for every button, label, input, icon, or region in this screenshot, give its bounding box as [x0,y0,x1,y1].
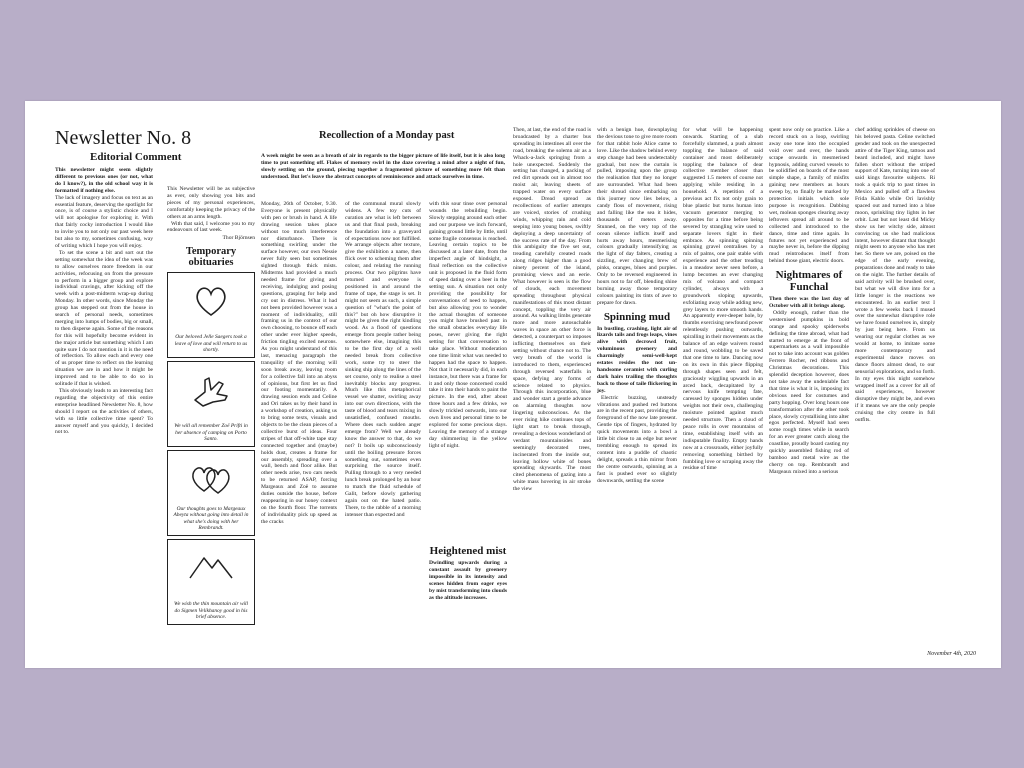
article-column-5 [597,127,677,657]
newsletter-page [25,101,1001,668]
obituary-caption: We will all remember Zoë Prifti in her absence of camping on Porto Santo. [174,423,248,442]
editorial-lead: This newsletter might seem slightly different to previous ones (or not, what do I know?), in the old school way it is formatted if nothing else. [55,167,153,194]
funchal-section-title: Nightmares of Funchal [775,269,843,294]
mud-lead: In bustling, crashing, light air of lizards tails and frogs leaps, vines alive with decrowd fruit, voluminous greenery and charmingly semi-well-kept estates resides the not un-handsome ceramist with curling dark hairs trailing the thoughts back to those of taile flickering in joy. [597,325,677,394]
article-column-2 [345,201,421,656]
editorial-title: Editorial Comment [90,151,182,163]
mud-section-title: Spinning mud [603,310,671,323]
mountain-icon [186,548,236,584]
hearts-icon [188,459,234,499]
article-column-4 [513,127,591,657]
article-column-6 [683,127,763,657]
article-paragraph: with a benign hue, downplaying the devious tone to give more room for that rabbit hole Alice came to love. Like the shadow behind every step change had been undetectably gradual, but now the curtain is pulled, imposing upon the group the realisation that they no longer are surrounded. What had been their shroud since embarking on this journey now lies below, a candy floss of movement, rising and falling like the sea it hides, thousands of meters away. Stunned, on the very top of the ocean silence inflicts itself and hurts away hours, mesmerising colours gradually intensifying as the light of day falters, creating a sizzling, ever changing brew of pinks, oranges, blues and purples. Only to be reversed engineered in hours not to far off, blending shine burning away those temporary colours painting its tints of awe to prepare for dawn. [597,127,677,306]
editorial-column-2 [167,186,255,656]
article-paragraph: of the communal mural slowly widens. A few toy cuts of curation are what is left between us and that final push, breaking the foundation into a graveyard of expectations now not fulfilled. We arrange objects after texture, give the exhibition a name, then flick over to scheming them after colour, and relating the running process. Our two pilgrims have returned and everyone is positioned in and around the frame of tape, the stage is set. It might not seem as such, a simple question of "what's the point of this?" but oh how disruptive it might be given the right kindling wood. As a flood of questions emerge from people rather being somewhere else, imagining this to be the first day of a well needed break from collective work, some try to steer the sinking ship along the lines of the set course, only to realise a steel inevitably blocks any progress. Much like this metaphorical vessel we shatter, swirling away into our own directions, with the taste of blood and tears mixing in unsatisfied, confused mouths. Where does such sudden anger emerge from? Well we already know the answer to that, do we not? It boils up subconsciously until the boiling pressure forces something out, sometimes even surprising the source itself. Pulling through to a very needed lunch break prolonged by an hour to match the fluid schedule of Galit, before slowly gathering again out on the hated patio. There, to the rabble of a morning intenser than expected and [345,201,421,518]
mist-lead: Dwindling upwards during a constant assault by greenery impossible in its intensity and scenes hidden from eager eyes by mist transforming into clouds as the altitude increases. [429,560,507,601]
article-paragraph: Monday, 26th of October, 9.30. Everyone is present physically with pen or brush in hand. A life drawing session takes place without too much interference nor disturbance. There is something swirling under the surface however, our own Nessie never fully seen but sometimes sighted through thick mists. Midterms had provided a much needed frame for giving and receiving, indulging and posing questions, grasping for help and cry out in distress. What it had not been provided however was a moment of individuality, still framing us in the context of our own choosing, to bounce off each other under ever higher speeds, friction tingling excited neurons. As you might understand of this last, menacing paragraph the tranquility of the morning will soon break away, leaving room for a collective fall into an abyss of opinions, but first let us find our footing momentarily. A drawing session ends and Celine and Ori takes us by their hand in a workshop of creation, asking us to bring some texts, visuals and objects to be the clean pieces of a collective burst of ideas. Four stripes of that off-white tape stay connected together and (maybe) holds dust, creates a frame for our assembly, spreading over a wall, bench and floor alike. But other needs arise, two cars needs to be returned ASAP, forcing Margeaux and Zoë to assume duties outside the house, before reappearing in our honey context on the fourth floor. The torrents of individuality pick up speed as the cracks [261,201,337,525]
obituary-caption: Our beloved Jelle Saegers took a leave of love and will return to us shortly. [174,334,248,353]
obituary-box [167,272,255,358]
mist-intro-block [429,541,507,657]
article-paragraph: chef adding sprinkles of cheese on his beloved pasta. Celine switched gender and took on the unexpected attire of the Tiger King, tattoos and beard included, and might have fallen short without the striped support of Kate, turning into one of said kings favourite subjects. Ri took a quick trip to past times in Mexico and pulled off a flawless Frida Kahlo while Ori lavishly spaced out and turned into a blue moon, sprinkling tiny lights in her orbit. Last but not least did Micky show us her witchy side, almost convincing us she had malicious intent, however distant that thought might seem to anyone who has met her. So there we are, poised on the edge of the early evening, preparations done and ready to take on the night. The further details of said activity will be brushed over, but what we will dive into for a little longer is the reactions we encountered. In an earlier text I wrote a few weeks back I mused over the somewhat disruptive role we have found ourselves in, simply by just being here. From us wearing our regular clothes as we would at home, to imitate some more contemporary and experimental dance moves on dance floors almost dead, to our sensorial explorations, and so forth. In my eyes this night somehow wrapped itself as a cover for all of said experiences, however disruptive they might be, and even if it means we are the only people cruising the city centre in full outfits. [855,127,935,424]
article-lead: A week might be seen as a breath of air in regards to the bigger picture of life itself, but it is also long time to put something off. Flakes of memory swirl in the daze covering a mind after a night of fun, slowly settling on the ground, piecing together a fragmented picture of something more felt than understood. But let's leave the abstract concepts of reminiscence and attack ourselves in time. [261,153,505,180]
footer-date: November 4th, 2020 [927,651,976,657]
heart-icon [191,281,231,321]
article-column-7 [769,127,849,657]
editorial-column-1 [55,167,153,657]
article-paragraph: Electric buzzing, unsteady vibrations and pushed red buttons are in the recent past, providing the foreground of the now late present. Gentle tips of fingers, hydrated by quick movements into a bowl a little bit close to an edge but never trembling enough to spread its content into a puddle of chaotic delight, spreads a thin mirror from the centre outwards, spinning as a fast is pushed ever so slightly downwards, settling the scene [597,394,677,484]
obituary-caption: We wish the thin mountain air will do Sigmen Velikhanoy good in his brief absence. [173,601,249,620]
article-paragraph: with this sour tinse over personal wounds the rebuilding begin. Slowly stepping around each other and our purpose we inch forward, gaining ground little by little, until some fragile consensus is reached. Leaving certain topics to be discussed at a later date, from the imperfect angle of hindsight, a final reflection on the collective unit is proposed in the fluid form of speed dating over a beer in the setting sun. A situation not only providing the possibility for conversations of need to happen, but also allowing you to wonder the actual thoughts of someone you might have brushed past in the small obstacles everyday life poses, never giving the right setting for that conversation to take place. Without moderation one time limit what was needed to happen had the space to happen. Not that it necessarily did, in each instance, but there was a frame for it and only those concerned could take it into their hands to paint the picture. In the end, after about three hours and a few drinks, we slowly trickled outwards, into our own lives and personal time to be explored for some precious days. Leaving the memory of a strange day shimmering in the yellow light of night. [429,201,507,449]
masthead-title: Newsletter No. 8 [55,127,192,149]
hand-icon [189,370,233,410]
editorial-paragraph: With that said, I welcome you to my endeavours of last week. [167,220,255,234]
article-column-8 [855,127,935,627]
editorial-signature: Thor Björnsen [222,235,255,242]
obituary-box [167,450,255,536]
article-title: Recollection of a Monday past [319,130,455,141]
article-lead-block [261,153,505,199]
obituaries-title: Temporary obituaries [185,246,237,269]
mist-section-title: Heightened mist [429,545,507,557]
obituary-caption: Our thoughts goes to Margeaux Abeyta without going into detail in what she's doing with her Rembrandt. [173,506,249,531]
article-column-3 [429,201,507,536]
editorial-paragraph: This obviously leads to an interesting fact regarding the objectivity of this entire enterprise headlined Newsletter No. 8, how should I report on the activities of others, with so little collective time spent? To answer myself and you quickly, I decided not to. [55,388,153,436]
obituary-box [167,539,255,625]
editorial-paragraph: The lack of imagery and focus on text as an essential feature, deserving the spotlight for once, is of course a stylistic choice and I will not apologise for exploring it. With that fairly cocky introduction I would like to invite you to not only our past week here but also to my, sometimes confusing, way of writing which I hope you will enjoy. [55,194,153,249]
article-paragraph: spent now only on practice. Like a record stuck on a loop, swirling away one tone into the occupied void over and over, the hands scrape onwards in mesmerised hypnosis, adding curved vessels to be solidified on boards of the most simple shape, a family of misfits gaining new members as hours sweep by, to finally be marked by protection initials which sole purpose is recognition. Dabbing wet, molean sponges clearing away leftovers spread all around to be collected and introduced to the dance, time and time again. In futures not yet experienced and maybe never in, before the dipping mud reintroduces itself from behind those giant, electric doors. [769,127,849,265]
obituary-box [167,361,255,447]
article-paragraph: Then, at last, the end of the road is broadcasted by a charter bus spreading its intestines all over the road, breaking the solemn air as a Whack-a-Jack springing from a hole unexpected. Suddenly the setting has changed, a packing of red dirt spreads out in almost too moist air, leaving sheets of trapped water on every surface exposed. Dread spread as recollections of earlier attempts are voiced, stories of crushing winds, whipping rain and cold seeping into young bones, swiftly deploying a deep uncertainty of the success rate of the day. From this ambiguity the five set out, treading carefully created roads along ridges higher than a good ninety percent of the island, promising views and an eerie. What however is seen is the flow of clouds, each movement spreading throughout physical manifestations of this most distant concept, toppling the very air around. As walking limbs generate more and more autosuchable waves in space an other force is detected, a counterpart so imposes inflicting themselves on their setting without chance not to. The very breath of the world is introduced to them, experienced through reversed waterfalls in space, defying any forms of science related to physics. Through this incorporation, blue and wonder start a gentle advance on alarming thoughts now lingering subconscious. As the ever rising hike continues tops of light start to break through, revealing a devious wonderland of verdant mountainsides and seemingly decorated trees, incinerated from the inside out, leaving hollow white of bones spreading skywards. The most cited phenomena of gazing into a white mass hovering in air stroke the view [513,127,591,493]
article-paragraph: Oddly enough, rather than the westernised pumpkins in bold orange and spooky spiderwebs defining the time abroad, what had started to emerge at the front of supermarkets as a wall impossible not to take into account was golden Ferrero Rocher, red ribbons and Christmas decorations. This splendid deception however, does not take away the undeniable fact that time is what it is, imposing its obvious need for costumes and party hopping. Over long hours one transformation after the other took place, slowly crystallising into alter egos perfected. Myself had seen some rough times while in search for an ever greater catch along the coastline, proudly board casting my quickly assembled fishing rod of bamboo and metal wire as the cherry on top. Rembrandt and Margeaux mixed into a serious [769,309,849,475]
editorial-paragraph: This Newsletter will be as subjective as ever, only showing you bits and pieces of my personal experiences, comfortably keeping the privacy of the others at an arms length. [167,186,255,220]
article-paragraph: for what will be happening onwards. Starting of a slab forcefully slammed, a push almost toppling the balance of said container and most deliberately toppling the balance of dear collective member closer than suggested 1.5 meters of course not applying while residing in a household. A repetition of a previous act fix not only grain to blue plastic but turns human into vacuum generator merging to opposites for a time before being severed by strangling wire used to separate lovers tight in their embrace. As spinning spinning spinning gravel centralises by a mix of palms, one pair stable with experience and the other treading in a meadow never seen before, a lump becomes an ever changing mix of volcano and compact cylinder, always with a groundwork sloping upwards, exfoliating away while adding new, grey layers to more smooth hands. An apparently ever-deeper hole, by thumbs exercising newfound power relentlessly pushing outwards, spiralling in their movements as the balance of an edge waivers round and round, wobbling to be saved that one time to late. Dancing now on its own in this piece flipping through shapes seen and felt, graciously wiggling upwards in an arced back, decapitated by a nervous knife tempting fate, caressed by sponges hidden under weights not their own, challenging moisture pointed against much needed structure. Then a cloud of peace rolls in over mountains of time, establishing itself with an indisputable finality. Empty hands now at a crossroads, either joyfully removing something birthed by fumbling love or scraping away the residue of time [683,127,763,472]
article-column-1 [261,201,337,656]
funchal-lead: Then there was the last day of October with all it brings along. [769,296,849,310]
editorial-paragraph: To set the scene a bit and sort out the setting somewhat the idea of the week was to allow ourselves more freedom in our activities, refocusing on from the pressure to perform in a bigger group and explore individual cravings, after kicking off the week with a post-midterm wrap-up during Monday. In other words, since Monday the group has stepped out from the house in search of personal needs, sometimes merging into lumps of bodies, big or small, to then disperse again. Some of the reasons for this will hopefully become evident in the major article but something which I am quite sure I do not mention in it is the need of reflection. To allow each and every one of us proper time to reflect on the learning situation we are in and how it might be improved and to be able to do so in solitude if that is wished. [55,249,153,388]
